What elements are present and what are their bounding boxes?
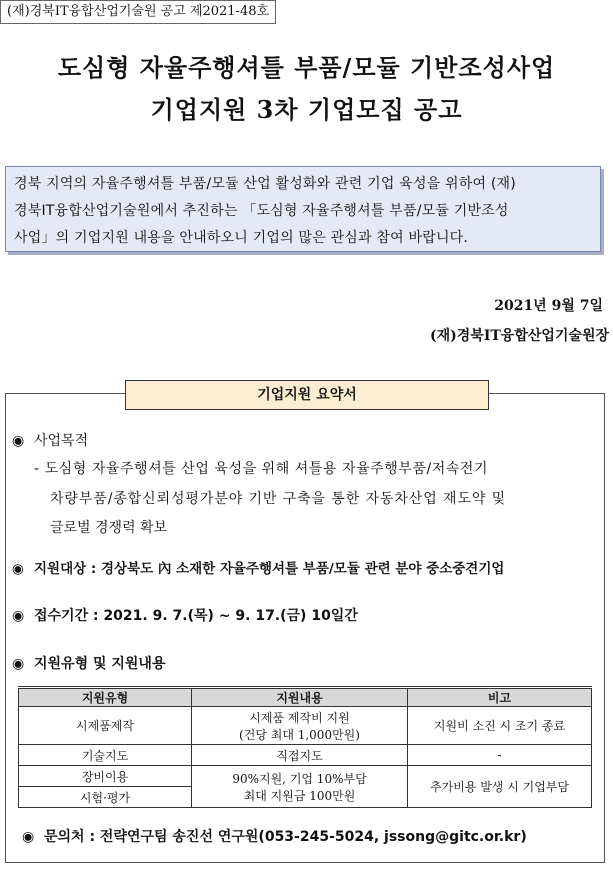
title-line2: 기업지원 3차 기업모집 공고	[150, 95, 463, 124]
notice-date: 2021년 9월 7일	[494, 298, 603, 314]
type-cell: 시험·평가	[19, 787, 192, 808]
table-header: 지원내용	[192, 688, 408, 707]
content-line: (건당 최대 1,000만원)	[239, 727, 360, 742]
bullet-icon: ◉	[22, 829, 35, 845]
content-line: 90%지원, 기업 10%부담	[232, 771, 367, 786]
contact-text: 문의처 : 전략연구팀 송진선 연구원(053-245-5024, jssong@gitc.or.kr)	[44, 829, 527, 845]
section-target	[12, 557, 504, 577]
content-cell: 직접지도	[192, 745, 408, 766]
table-row	[19, 766, 592, 787]
summary-title: 기업지원 요약서	[125, 380, 489, 410]
support-table	[18, 686, 592, 808]
intro-line: 사업」의 기업지원 내용을 안내하오니 기업의 많은 관심과 참여 바랍니다.	[14, 230, 469, 246]
section-types	[12, 653, 165, 673]
section-label: 사업목적	[34, 433, 89, 449]
type-cell: 장비이용	[19, 766, 192, 787]
period-text: 접수기간 : 2021. 9. 7.(목) ~ 9. 17.(금) 10일간	[34, 608, 358, 624]
intro-box	[5, 166, 601, 252]
purpose-text: - 도심형 자율주행셔틀 산업 육성을 위해 셔틀용 자율주행부품/저속전기	[34, 461, 489, 477]
type-cell: 시제품제작	[19, 707, 192, 745]
issuer-org: (재)경북IT융합산업기술원장	[430, 328, 609, 344]
section-purpose	[12, 430, 88, 450]
type-cell: 기술지도	[19, 745, 192, 766]
content-line: 시제품 제작비 지원	[249, 710, 350, 725]
title-line1: 도심형 자율주행셔틀 부품/모듈 기반조성사업	[57, 53, 556, 82]
note-cell: -	[408, 745, 592, 766]
bullet-icon: ◉	[12, 656, 25, 672]
notice-number: (재)경북IT융합산업기술원 공고 제2021-48호	[0, 0, 276, 24]
table-header: 지원유형	[19, 688, 192, 707]
intro-line: 경북 지역의 자율주행셔틀 부품/모듈 산업 활성화와 관련 기업 육성을 위하여 (재)	[14, 176, 516, 192]
purpose-text: 글로벌 경쟁력 확보	[50, 520, 168, 536]
target-text: 지원대상 : 경상북도 內 소재한 자율주행셔틀 부품/모듈 관련 분야 중소중견기업	[34, 561, 505, 577]
note-cell: 추가비용 발생 시 기업부담	[408, 766, 592, 808]
intro-line: 경북IT융합산업기술원에서 추진하는 「도심형 자율주행셔틀 부품/모듈 기반조성	[14, 203, 509, 219]
table-header: 비고	[408, 688, 592, 707]
section-label: 지원유형 및 지원내용	[34, 656, 166, 672]
table-row	[19, 745, 592, 766]
bullet-icon: ◉	[12, 433, 25, 449]
bullet-icon: ◉	[12, 608, 25, 624]
bullet-icon: ◉	[12, 561, 24, 577]
content-line: 최대 지원금 100만원	[243, 788, 356, 803]
content-cell	[192, 766, 408, 808]
note-cell: 지원비 소진 시 조기 종료	[408, 707, 592, 745]
table-row	[19, 707, 592, 745]
purpose-text: 차량부품/종합신뢰성평가분야 기반 구축을 통한 자동차산업 재도약 및	[50, 491, 507, 507]
table-header-row	[19, 688, 592, 707]
section-period	[12, 605, 358, 625]
contact-info	[22, 826, 527, 846]
content-cell	[192, 707, 408, 745]
